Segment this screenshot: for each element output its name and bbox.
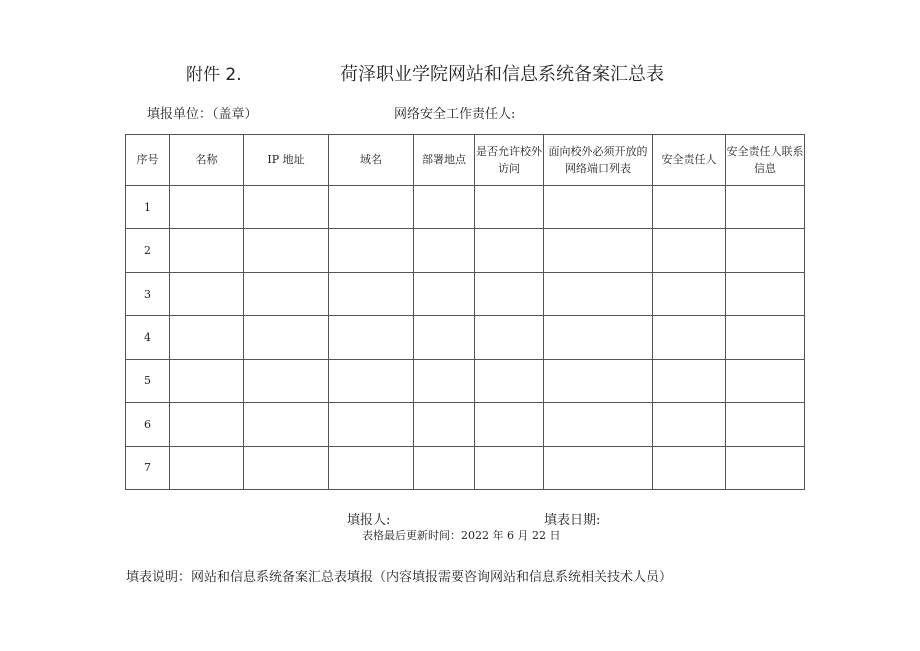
entry-cell[interactable] (475, 272, 544, 315)
row-number-cell: 4 (126, 316, 170, 359)
entry-cell[interactable] (414, 229, 475, 272)
entry-cell[interactable] (726, 229, 805, 272)
row-number-cell: 3 (126, 272, 170, 315)
entry-cell[interactable] (475, 229, 544, 272)
entry-cell[interactable] (475, 186, 544, 229)
entry-cell[interactable] (414, 316, 475, 359)
fill-instructions: 填表说明：网站和信息系统备案汇总表填报（内容填报需要咨询网站和信息系统相关技术人员） (126, 570, 673, 585)
fill-date-label: 填表日期: (544, 513, 601, 528)
entry-cell[interactable] (726, 316, 805, 359)
entry-cell[interactable] (244, 186, 329, 229)
entry-cell[interactable] (544, 272, 653, 315)
row-number-cell: 5 (126, 359, 170, 402)
row-number-cell: 2 (126, 229, 170, 272)
entry-cell[interactable] (544, 316, 653, 359)
entry-cell[interactable] (329, 272, 414, 315)
entry-cell[interactable] (726, 446, 805, 489)
table-row (126, 316, 805, 359)
last-updated-text: 表格最后更新时间：2022 年 6 月 22 日 (362, 529, 561, 542)
table-row (126, 403, 805, 446)
entry-cell[interactable] (544, 446, 653, 489)
entry-cell[interactable] (170, 446, 244, 489)
entry-cell[interactable] (244, 229, 329, 272)
entry-cell[interactable] (653, 186, 726, 229)
entry-cell[interactable] (414, 359, 475, 402)
entry-cell[interactable] (329, 229, 414, 272)
attachment-label: 附件 2. (186, 65, 242, 85)
entry-cell[interactable] (726, 403, 805, 446)
entry-cell[interactable] (653, 229, 726, 272)
entry-cell[interactable] (414, 403, 475, 446)
entry-cell[interactable] (170, 403, 244, 446)
table-row (126, 446, 805, 489)
header-cell: 名称 (170, 135, 244, 186)
header-cell: 安全责任人联系信息 (726, 135, 805, 186)
entry-cell[interactable] (544, 403, 653, 446)
entry-cell[interactable] (414, 272, 475, 315)
entry-cell[interactable] (170, 359, 244, 402)
table-row (126, 359, 805, 402)
entry-cell[interactable] (653, 403, 726, 446)
entry-cell[interactable] (653, 272, 726, 315)
entry-cell[interactable] (244, 316, 329, 359)
form-title: 荷泽职业学院网站和信息系统备案汇总表 (340, 64, 664, 85)
entry-cell[interactable] (475, 316, 544, 359)
row-number-cell: 7 (126, 446, 170, 489)
table-row (126, 272, 805, 315)
filler-label: 填报人: (347, 513, 391, 528)
entry-cell[interactable] (544, 186, 653, 229)
table-row (126, 186, 805, 229)
row-number-cell: 1 (126, 186, 170, 229)
table-row (126, 229, 805, 272)
entry-cell[interactable] (726, 359, 805, 402)
row-number-cell: 6 (126, 403, 170, 446)
entry-cell[interactable] (475, 446, 544, 489)
entry-cell[interactable] (170, 229, 244, 272)
entry-cell[interactable] (414, 446, 475, 489)
entry-cell[interactable] (244, 446, 329, 489)
entry-cell[interactable] (170, 186, 244, 229)
reporting-unit-label: 填报单位：（盖章） (147, 107, 258, 122)
registration-table (125, 134, 805, 490)
header-cell: 序号 (126, 135, 170, 186)
entry-cell[interactable] (544, 229, 653, 272)
entry-cell[interactable] (726, 186, 805, 229)
entry-cell[interactable] (653, 316, 726, 359)
header-cell: IP 地址 (244, 135, 329, 186)
entry-cell[interactable] (329, 403, 414, 446)
entry-cell[interactable] (329, 446, 414, 489)
entry-cell[interactable] (170, 316, 244, 359)
entry-cell[interactable] (414, 186, 475, 229)
entry-cell[interactable] (726, 272, 805, 315)
header-cell: 部署地点 (414, 135, 475, 186)
entry-cell[interactable] (475, 403, 544, 446)
entry-cell[interactable] (244, 359, 329, 402)
entry-cell[interactable] (329, 316, 414, 359)
table-header-row (126, 135, 805, 186)
entry-cell[interactable] (653, 446, 726, 489)
header-cell: 是否允许校外访问 (475, 135, 544, 186)
entry-cell[interactable] (329, 186, 414, 229)
header-cell: 域名 (329, 135, 414, 186)
security-responsible-label: 网络安全工作责任人: (394, 107, 516, 122)
entry-cell[interactable] (653, 359, 726, 402)
entry-cell[interactable] (170, 272, 244, 315)
entry-cell[interactable] (544, 359, 653, 402)
entry-cell[interactable] (329, 359, 414, 402)
header-cell: 安全责任人 (653, 135, 726, 186)
entry-cell[interactable] (244, 272, 329, 315)
entry-cell[interactable] (244, 403, 329, 446)
entry-cell[interactable] (475, 359, 544, 402)
header-cell: 面向校外必须开放的网络端口列表 (544, 135, 653, 186)
